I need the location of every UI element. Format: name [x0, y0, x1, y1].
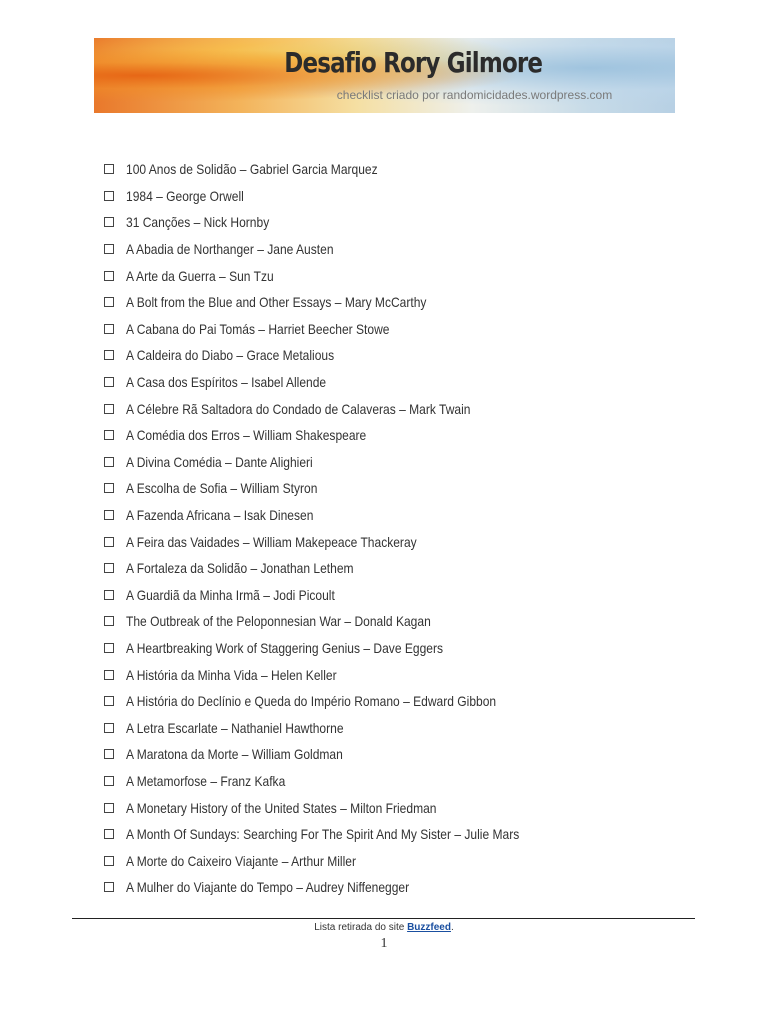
list-item	[104, 449, 583, 476]
list-item	[104, 714, 583, 741]
list-item	[104, 156, 583, 183]
list-item-label: A História da Minha Vida – Helen Keller	[126, 666, 337, 683]
checkbox-icon[interactable]	[104, 723, 114, 733]
list-item	[104, 582, 583, 609]
checkbox-icon[interactable]	[104, 483, 114, 493]
footnote-prefix: Lista retirada do site	[314, 922, 405, 933]
list-item-label: A Mulher do Viajante do Tempo – Audrey Niffenegger	[126, 879, 410, 896]
list-item	[104, 608, 583, 635]
banner-subtitle: checklist criado por randomicidades.wordpress.com	[336, 88, 613, 102]
checkbox-icon[interactable]	[104, 803, 114, 813]
checkbox-icon[interactable]	[104, 244, 114, 254]
checkbox-icon[interactable]	[104, 749, 114, 759]
checkbox-icon[interactable]	[104, 191, 114, 201]
list-item-label: A Casa dos Espíritos – Isabel Allende	[126, 374, 327, 391]
list-item-label: A Abadia de Northanger – Jane Austen	[126, 241, 334, 258]
checkbox-icon[interactable]	[104, 164, 114, 174]
checkbox-icon[interactable]	[104, 670, 114, 680]
list-item	[104, 209, 583, 236]
checkbox-icon[interactable]	[104, 297, 114, 307]
list-item	[104, 289, 583, 316]
list-item	[104, 475, 583, 502]
checkbox-icon[interactable]	[104, 377, 114, 387]
list-item-label: 31 Canções – Nick Hornby	[126, 214, 270, 231]
banner-title: Desafio Rory Gilmore	[284, 46, 543, 79]
list-item	[104, 316, 583, 343]
list-item-label: A Comédia dos Erros – William Shakespeare	[126, 427, 367, 444]
checkbox-icon[interactable]	[104, 856, 114, 866]
checkbox-icon[interactable]	[104, 217, 114, 227]
list-item	[104, 794, 583, 821]
list-item	[104, 821, 583, 848]
buzzfeed-link[interactable]: Buzzfeed	[407, 922, 451, 933]
list-item	[104, 768, 583, 795]
checkbox-icon[interactable]	[104, 776, 114, 786]
list-item-label: A Letra Escarlate – Nathaniel Hawthorne	[126, 719, 344, 736]
list-item-label: A Divina Comédia – Dante Alighieri	[126, 453, 313, 470]
checkbox-icon[interactable]	[104, 829, 114, 839]
checkbox-icon[interactable]	[104, 643, 114, 653]
list-item	[104, 236, 583, 263]
checkbox-icon[interactable]	[104, 510, 114, 520]
list-item	[104, 661, 583, 688]
list-item	[104, 555, 583, 582]
list-item-label: A Month Of Sundays: Searching For The Spirit And My Sister – Julie Mars	[126, 826, 520, 843]
checkbox-icon[interactable]	[104, 324, 114, 334]
list-item-label: A Célebre Rã Saltadora do Condado de Calaveras – Mark Twain	[126, 400, 471, 417]
list-item	[104, 262, 583, 289]
list-item-label: 100 Anos de Solidão – Gabriel Garcia Marquez	[126, 161, 378, 178]
list-item	[104, 635, 583, 662]
list-item-label: A Guardiã da Minha Irmã – Jodi Picoult	[126, 586, 335, 603]
list-item-label: A Cabana do Pai Tomás – Harriet Beecher Stowe	[126, 320, 390, 337]
footnote	[0, 922, 768, 933]
list-item-label: The Outbreak of the Peloponnesian War – Donald Kagan	[126, 613, 431, 630]
checkbox-icon[interactable]	[104, 404, 114, 414]
list-item	[104, 422, 583, 449]
list-item-label: A Morte do Caixeiro Viajante – Arthur Miller	[126, 852, 356, 869]
list-item-label: 1984 – George Orwell	[126, 187, 244, 204]
list-item-label: A Maratona da Morte – William Goldman	[126, 746, 343, 763]
list-item	[104, 847, 583, 874]
page-number: 1	[380, 936, 388, 951]
list-item	[104, 342, 583, 369]
footer-divider	[72, 918, 695, 919]
checkbox-icon[interactable]	[104, 350, 114, 360]
list-item-label: A Arte da Guerra – Sun Tzu	[126, 267, 274, 284]
checkbox-icon[interactable]	[104, 537, 114, 547]
list-item-label: A Bolt from the Blue and Other Essays – Mary McCarthy	[126, 294, 427, 311]
checkbox-icon[interactable]	[104, 563, 114, 573]
header-banner	[94, 38, 675, 113]
checkbox-icon[interactable]	[104, 271, 114, 281]
book-checklist	[104, 156, 583, 901]
list-item	[104, 395, 583, 422]
list-item	[104, 183, 583, 210]
list-item-label: A Monetary History of the United States – Milton Friedman	[126, 799, 437, 816]
checkbox-icon[interactable]	[104, 457, 114, 467]
checkbox-icon[interactable]	[104, 696, 114, 706]
checkbox-icon[interactable]	[104, 590, 114, 600]
footnote-suffix: .	[450, 922, 454, 933]
checkbox-icon[interactable]	[104, 430, 114, 440]
list-item	[104, 741, 583, 768]
list-item-label: A Fazenda Africana – Isak Dinesen	[126, 507, 314, 524]
list-item-label: A Escolha de Sofia – William Styron	[126, 480, 318, 497]
checkbox-icon[interactable]	[104, 616, 114, 626]
list-item-label: A Fortaleza da Solidão – Jonathan Lethem	[126, 560, 354, 577]
list-item-label: A História do Declínio e Queda do Império Romano – Edward Gibbon	[126, 693, 497, 710]
checkbox-icon[interactable]	[104, 882, 114, 892]
list-item	[104, 502, 583, 529]
list-item	[104, 528, 583, 555]
list-item-label: A Feira das Vaidades – William Makepeace Thackeray	[126, 533, 417, 550]
list-item	[104, 874, 583, 901]
list-item	[104, 688, 583, 715]
list-item-label: A Caldeira do Diabo – Grace Metalious	[126, 347, 335, 364]
list-item	[104, 369, 583, 396]
list-item-label: A Heartbreaking Work of Staggering Genius – Dave Eggers	[126, 639, 444, 656]
list-item-label: A Metamorfose – Franz Kafka	[126, 772, 286, 789]
